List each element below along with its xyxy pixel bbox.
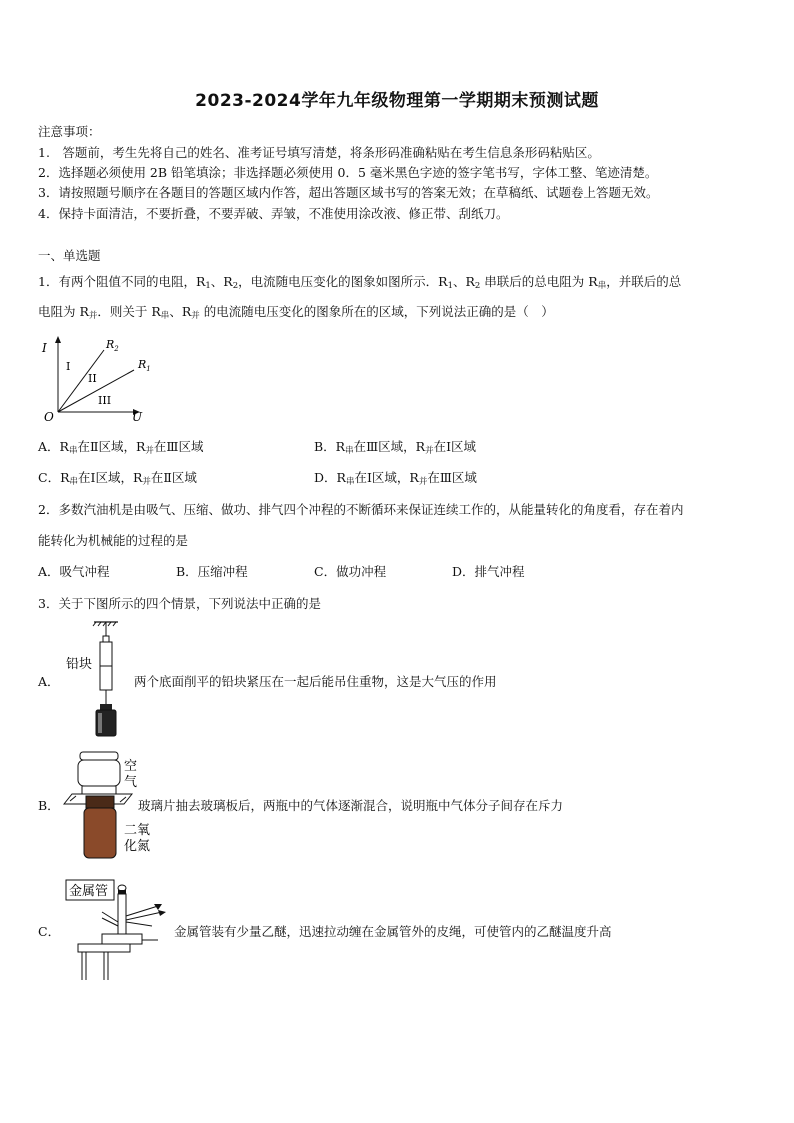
q2-option-c[interactable]: C．做功冲程 bbox=[314, 564, 387, 579]
q1-option-a[interactable]: A．$R_串$在Ⅱ区域，$R_并$在Ⅲ区域 bbox=[38, 439, 204, 456]
q3-stem: 3．关于下图所示的四个情景，下列说法中正确的是 bbox=[38, 596, 321, 611]
iu-graph-figure bbox=[36, 332, 156, 424]
q1-stem-line2: 电阻为 $R_并$．则关于 $R_串$、$R_并$ 的电流随电压变化的图象所在的区域，下列说法正确的是（ ） bbox=[38, 304, 554, 321]
metal-tube bbox=[118, 894, 126, 934]
q1-stem-line1: 1．有两个阻值不同的电阻，$R_1$、$R_2$，电流随电压变化的图象如图所示．$R_1$、$R_2$ 串联后的总电阻为 $R_串$，并联后的总 bbox=[38, 274, 682, 291]
q2-stem-line2: 能转化为机械能的过程的是 bbox=[38, 533, 189, 548]
lower-lead-block bbox=[100, 666, 112, 690]
lead-blocks-figure bbox=[64, 618, 134, 742]
notice-item-2: 2．选择题必须使用 2B 铅笔填涂；非选择题必须使用 0．5 毫米黑色字迹的签字笔书写，字体工整、笔迹清楚。 bbox=[38, 165, 658, 180]
notice-item-1: 1. 答题前，考生先将自己的姓名、准考证号填写清楚，将条形码准确粘贴在考生信息条形码粘贴区。 bbox=[38, 145, 600, 160]
upper-lead-block bbox=[100, 642, 112, 666]
air-label-1: 空 bbox=[124, 759, 138, 774]
x-axis-label: U bbox=[132, 410, 143, 424]
y-axis-label: I bbox=[42, 341, 47, 355]
q1-option-d[interactable]: D．$R_串$在Ⅰ区域，$R_并$在Ⅲ区域 bbox=[314, 470, 477, 487]
metal-tube-figure bbox=[62, 876, 174, 982]
notice-item-4: 4．保持卡面清洁，不要折叠，不要弄破、弄皱，不准使用涂改液、修正带、刮纸刀。 bbox=[38, 206, 509, 221]
region-3-label: III bbox=[98, 394, 112, 407]
metal-tube-label: 金属管 bbox=[69, 884, 109, 899]
r2-label: $R_2$ bbox=[106, 338, 119, 353]
no2-label-2: 化氮 bbox=[124, 839, 151, 854]
q2-stem-line1: 2．多数汽油机是由吸气、压缩、做功、排气四个冲程的不断循环来保证连续工作的，从能量转化的角度看，存在着内 bbox=[38, 502, 684, 517]
nitrogen-dioxide-bottle bbox=[84, 808, 116, 858]
q2-option-b[interactable]: B．压缩冲程 bbox=[176, 564, 248, 579]
q3-a-letter: A． bbox=[38, 674, 60, 689]
origin-label: O bbox=[44, 410, 54, 424]
q3-a-text[interactable]: 两个底面削平的铅块紧压在一起后能吊住重物，这是大气压的作用 bbox=[134, 674, 497, 689]
region-1-label: I bbox=[66, 360, 71, 373]
notice-item-3: 3．请按照题号顺序在各题目的答题区域内作答，超出答题区域书写的答案无效；在草稿纸、试题卷上答题无效。 bbox=[38, 185, 659, 200]
notice-heading: 注意事项： bbox=[38, 124, 101, 139]
air-bottle bbox=[78, 760, 120, 786]
section-heading: 一、单选题 bbox=[38, 248, 101, 263]
page-title: 2023-2024学年九年级物理第一学期期末预测试题 bbox=[195, 91, 599, 111]
q1-option-c[interactable]: C．$R_串$在Ⅰ区域，$R_并$在Ⅱ区域 bbox=[38, 470, 197, 487]
q2-option-a[interactable]: A．吸气冲程 bbox=[38, 564, 110, 579]
q3-b-text[interactable]: 玻璃片抽去玻璃板后，两瓶中的气体逐渐混合，说明瓶中气体分子间存在斥力 bbox=[138, 798, 564, 813]
y-axis-arrow bbox=[55, 336, 61, 343]
q3-c-text[interactable]: 金属管装有少量乙醚，迅速拉动缠在金属管外的皮绳，可使管内的乙醚温度升高 bbox=[174, 924, 612, 939]
q3-c-letter: C． bbox=[38, 924, 61, 939]
region-2-label: II bbox=[88, 372, 97, 385]
air-label-2: 气 bbox=[124, 775, 138, 790]
no2-label-1: 二氧 bbox=[124, 823, 151, 838]
r1-label: $R_1$ bbox=[138, 358, 151, 373]
q1-option-b[interactable]: B．$R_串$在Ⅲ区域，$R_并$在Ⅰ区域 bbox=[314, 439, 477, 456]
q2-option-d[interactable]: D．排气冲程 bbox=[452, 564, 525, 579]
q3-b-letter: B． bbox=[38, 798, 60, 813]
lead-block-label: 铅块 bbox=[66, 657, 93, 672]
clamp-stand-block bbox=[102, 934, 142, 944]
